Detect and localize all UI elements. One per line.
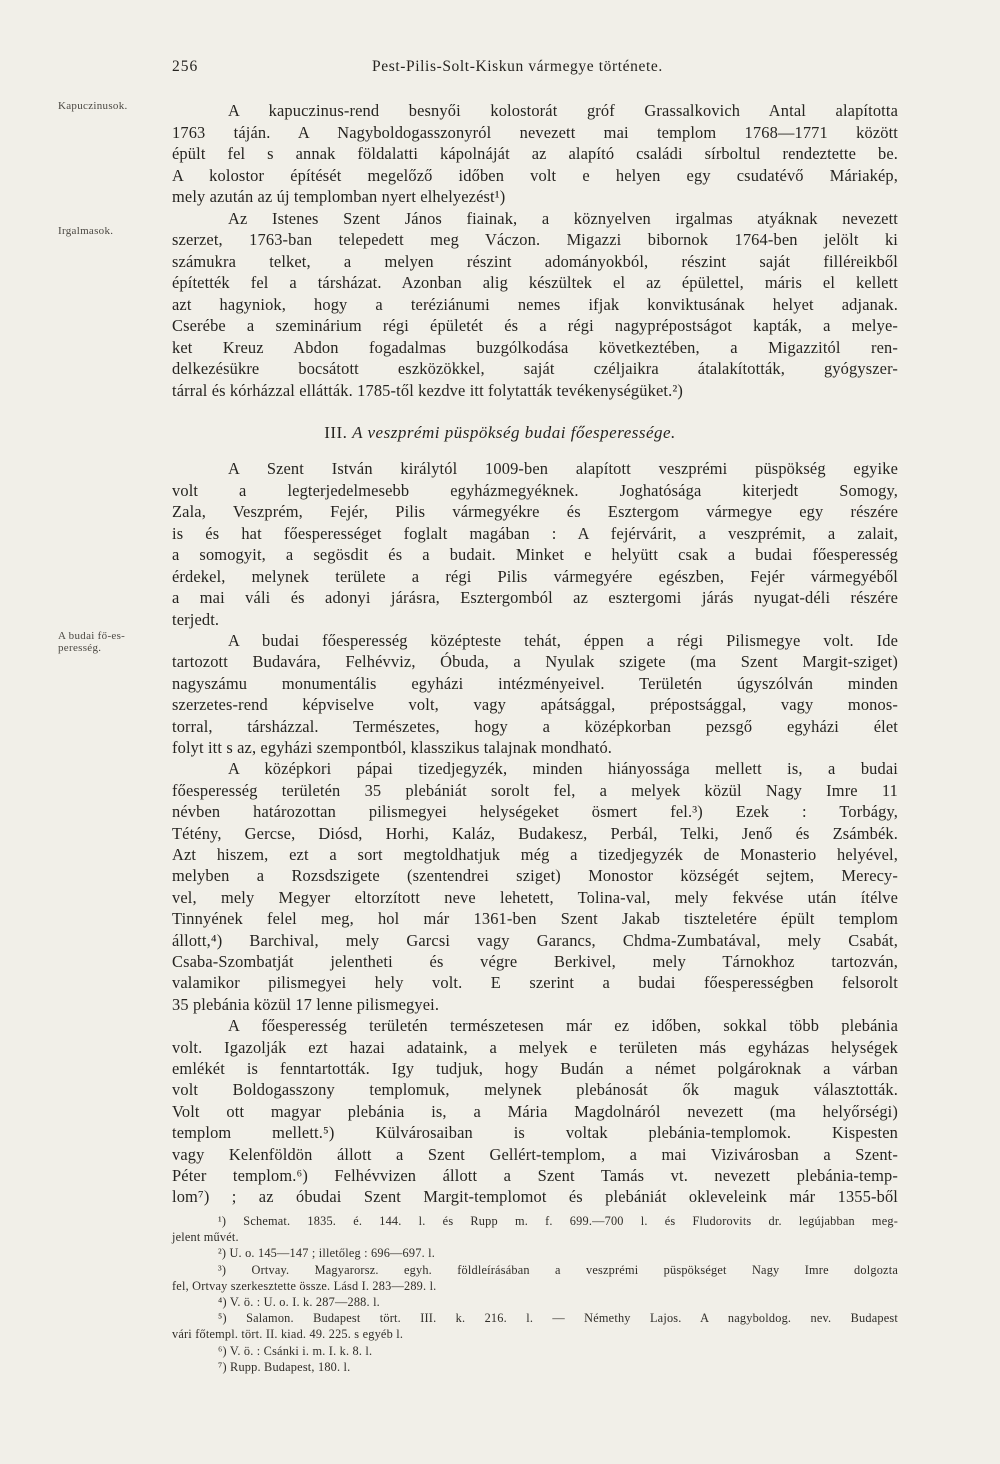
running-header	[172, 58, 898, 82]
footnote-line: fel, Ortvay szerkesztette össze. Lásd I. 283—289. l.	[172, 1278, 437, 1293]
text-line: A középkori pápai tizedjegyzék, minden hiányossága mellett is, a budai	[228, 759, 898, 779]
text-line: épült fel s annak földalatti kápolnáját az alapító családi sírboltul rendeztette be.	[172, 144, 898, 163]
text-line: Az Istenes Szent János fiainak, a köznyelven irgalmas atyáknak nevezett	[228, 208, 898, 228]
text-line: templom mellett.⁵) Külvárosaiban is voltak plebánia-templomok. Kispesten	[172, 1123, 898, 1143]
text-line: vel, mely Megyer eltorzított neve lehetett, Tolina-val, mely fekvése után ítélve	[172, 887, 898, 907]
text-line: tárral és kórházzal ellátták. 1785-től kezdve itt folytatták tevékenységüket.²)	[172, 380, 684, 400]
text-line: 35 plebánia közül 17 lenne pilismegyei.	[172, 994, 440, 1014]
text-line: építették fel a társházat. Azonban alig készültek el az épülettel, máris el kellett	[172, 273, 898, 292]
footnote-line: ³) Ortvay. Magyarorsz. egyh. földleírásában a veszprémi püspökséget Nagy Imre dolgozta	[218, 1262, 898, 1277]
footnote-line: ²) U. o. 145—147 ; illetőleg : 696—697. l.	[218, 1246, 436, 1261]
page-number: 256	[172, 58, 199, 75]
footnote-line: ⁵) Salamon. Budapest tört. III. k. 216. l. — Némethy Lajos. A nagyboldog. nev. Budapest	[218, 1311, 898, 1326]
text-line: valamikor pilismegyei hely volt. E szerint a budai főesperességben felsorolt	[172, 973, 898, 993]
text-line: szerzet, 1763-ban telepedett meg Váczon. Migazzi bibornok 1764-ben jelölt ki	[172, 230, 898, 249]
margin-note-kapuczinusok: Kapuczinusok.	[58, 100, 128, 112]
text-line: A kapuczinus-rend besnyői kolostorát gróf Grassalkovich Antal alapította	[228, 101, 898, 120]
text-line: mely azután az új templomban nyert elhelyezést¹)	[172, 187, 506, 206]
text-line: érdekel, melynek területe a régi Pilis vármegyére egészben, Fejér vármegyéből	[172, 566, 898, 586]
footnote-line: ⁴) V. ö. : U. o. I. k. 287—288. l.	[218, 1295, 380, 1309]
footnote-line: ¹) Schemat. 1835. é. 144. l. és Rupp m. f. 699.—700 l. és Fludorovits dr. legújabban meg-	[218, 1214, 898, 1228]
text-line: A budai főesperesség középteste tehát, éppen a régi Pilismegye volt. Ide	[228, 631, 898, 650]
text-line: állott,⁴) Barchival, mely Garcsi vagy Garancs, Chdma-Zumbatával, mely Csabát,	[172, 930, 898, 950]
text-line: a mai váli és adonyi járásra, Esztergomból az esztergomi járás nyugat-déli részére	[172, 588, 898, 607]
text-line: lom⁷) ; az óbudai Szent Margit-templomot és plebániát okleveleink már 1355-ből	[172, 1187, 898, 1207]
section-number: III.	[324, 423, 348, 442]
text-line: emlékét is fenntartották. Igy tudjuk, hogy Budán a német polgároknak a várban	[172, 1059, 898, 1078]
section-heading	[0, 423, 1000, 443]
text-line: Cserébe a szeminárium régi épületét és a régi nagyprépostságot kapták, a melye-	[172, 316, 898, 335]
text-line: volt a legterjedelmesebb egyházmegyéknek. Joghatósága kiterjedt Somogy,	[172, 480, 898, 500]
text-line: nagyszámu monumentális egyházi intézményeivel. Területén úgyszólván minden	[172, 673, 898, 693]
text-line: ket Kreuz Abdon fogadalmas buzgólkodása következtében, a Migazzitól ren-	[172, 337, 898, 357]
margin-note-budai-foesperesseg: A budai fő-es-peresség.	[58, 630, 126, 654]
text-line: A kolostor építését megelőző időben volt e helyen egy csudatévő Máriakép,	[172, 165, 898, 185]
text-line: Tétény, Gercse, Diósd, Horhi, Kaláz, Budakesz, Perbál, Telki, Jenő és Zsámbék.	[172, 823, 898, 843]
footnote-line: ⁶) V. ö. : Csánki i. m. I. k. 8. l.	[218, 1343, 373, 1358]
text-line: Tinnyének felel meg, hol már 1361-ben Szent Jakab tiszteletére épült templom	[172, 909, 898, 929]
text-line: Péter templom.⁶) Felhévvizen állott a Szent Tamás vt. nevezett plebánia-temp-	[172, 1166, 898, 1185]
text-line: delkezésükre bocsátott eszközökkel, saját czéljaikra átalakították, gyógyszer-	[172, 359, 898, 378]
text-line: szerzetes-rend képviselve volt, vagy apátsággal, prépostsággal, vagy monos-	[172, 695, 898, 715]
text-line: 1763 táján. A Nagyboldogasszonyról nevezett mai templom 1768—1771 között	[172, 122, 898, 142]
text-line: névben határozottan pilismegyei helységeket ösmert fel.³) Ezek : Torbágy,	[172, 802, 898, 822]
text-line: a somogyit, a segösdit és a budait. Minket e helyütt csak a budai főesperesség	[172, 545, 898, 564]
text-line: folyt itt s az, egyházi szempontból, klasszikus talajnak mondható.	[172, 738, 613, 757]
text-line: Zala, Veszprém, Fejér, Pilis vármegyékre és Esztergom vármegye egy részére	[172, 502, 898, 521]
text-line: főesperesség területén 35 plebániát sorolt fel, a melyek közül Nagy Imre 11	[172, 780, 898, 800]
section-title: A veszprémi püspökség budai főesperessége.	[352, 423, 676, 442]
text-line: A Szent István királytól 1009-ben alapított veszprémi püspökség egyike	[228, 459, 898, 478]
text-line: torral, társházzal. Természetes, hogy a középkorban pezsgő egyházi élet	[172, 716, 898, 736]
text-line: volt Boldogasszony templomuk, melynek plebánosát ők maguk választották.	[172, 1080, 898, 1100]
margin-note-irgalmasok: Irgalmasok.	[58, 225, 114, 237]
text-line: számukra telket, a melyen részint adományokból, részint saját filléreikből	[172, 251, 898, 271]
footnote-line: ⁷) Rupp. Budapest, 180. l.	[218, 1359, 351, 1374]
text-line: azt hagyniok, hogy a teréziánumi nemes ifjak konviktusának helyet adjanak.	[172, 294, 898, 314]
footnote-line: jelent művét.	[172, 1230, 239, 1245]
text-line: is és hat főesperességet foglalt magában : A fejérvárit, a veszprémit, a zalait,	[172, 523, 898, 543]
text-line: Csaba-Szombatját jelentheti és végre Berkivel, mely Tárnokhoz tartozván,	[172, 952, 898, 971]
running-title: Pest-Pilis-Solt-Kiskun vármegye története.	[372, 58, 663, 75]
text-line: A főesperesség területén természetesen már ez időben, sokkal több plebánia	[228, 1016, 898, 1036]
text-line: Azt hiszem, ezt a sort megtoldhatjuk még a tizedjegyzék de Monasterio helyével,	[172, 845, 898, 864]
text-line: volt. Igazolják ezt hazai adataink, a melyek e területen más egyházas helységek	[172, 1037, 898, 1057]
text-line: vagy Kelenföldön állott a Szent Gellért-templom, a mai Vizivárosban a Szent-	[172, 1144, 898, 1164]
text-line: melyben a Rozsdszigete (szentendrei sziget) Monostor községét sejtem, Merecy-	[172, 866, 898, 886]
text-line: terjedt.	[172, 609, 220, 629]
footnote-line: vári főtempl. tört. II. kiad. 49. 225. s egyéb l.	[172, 1327, 404, 1342]
text-line: Volt ott magyar plebánia is, a Mária Magdolnáról nevezett (ma helyőrségi)	[172, 1101, 898, 1121]
text-line: tartozott Budavára, Felhévviz, Óbuda, a Nyulak szigete (ma Szent Margit-sziget)	[172, 652, 898, 672]
